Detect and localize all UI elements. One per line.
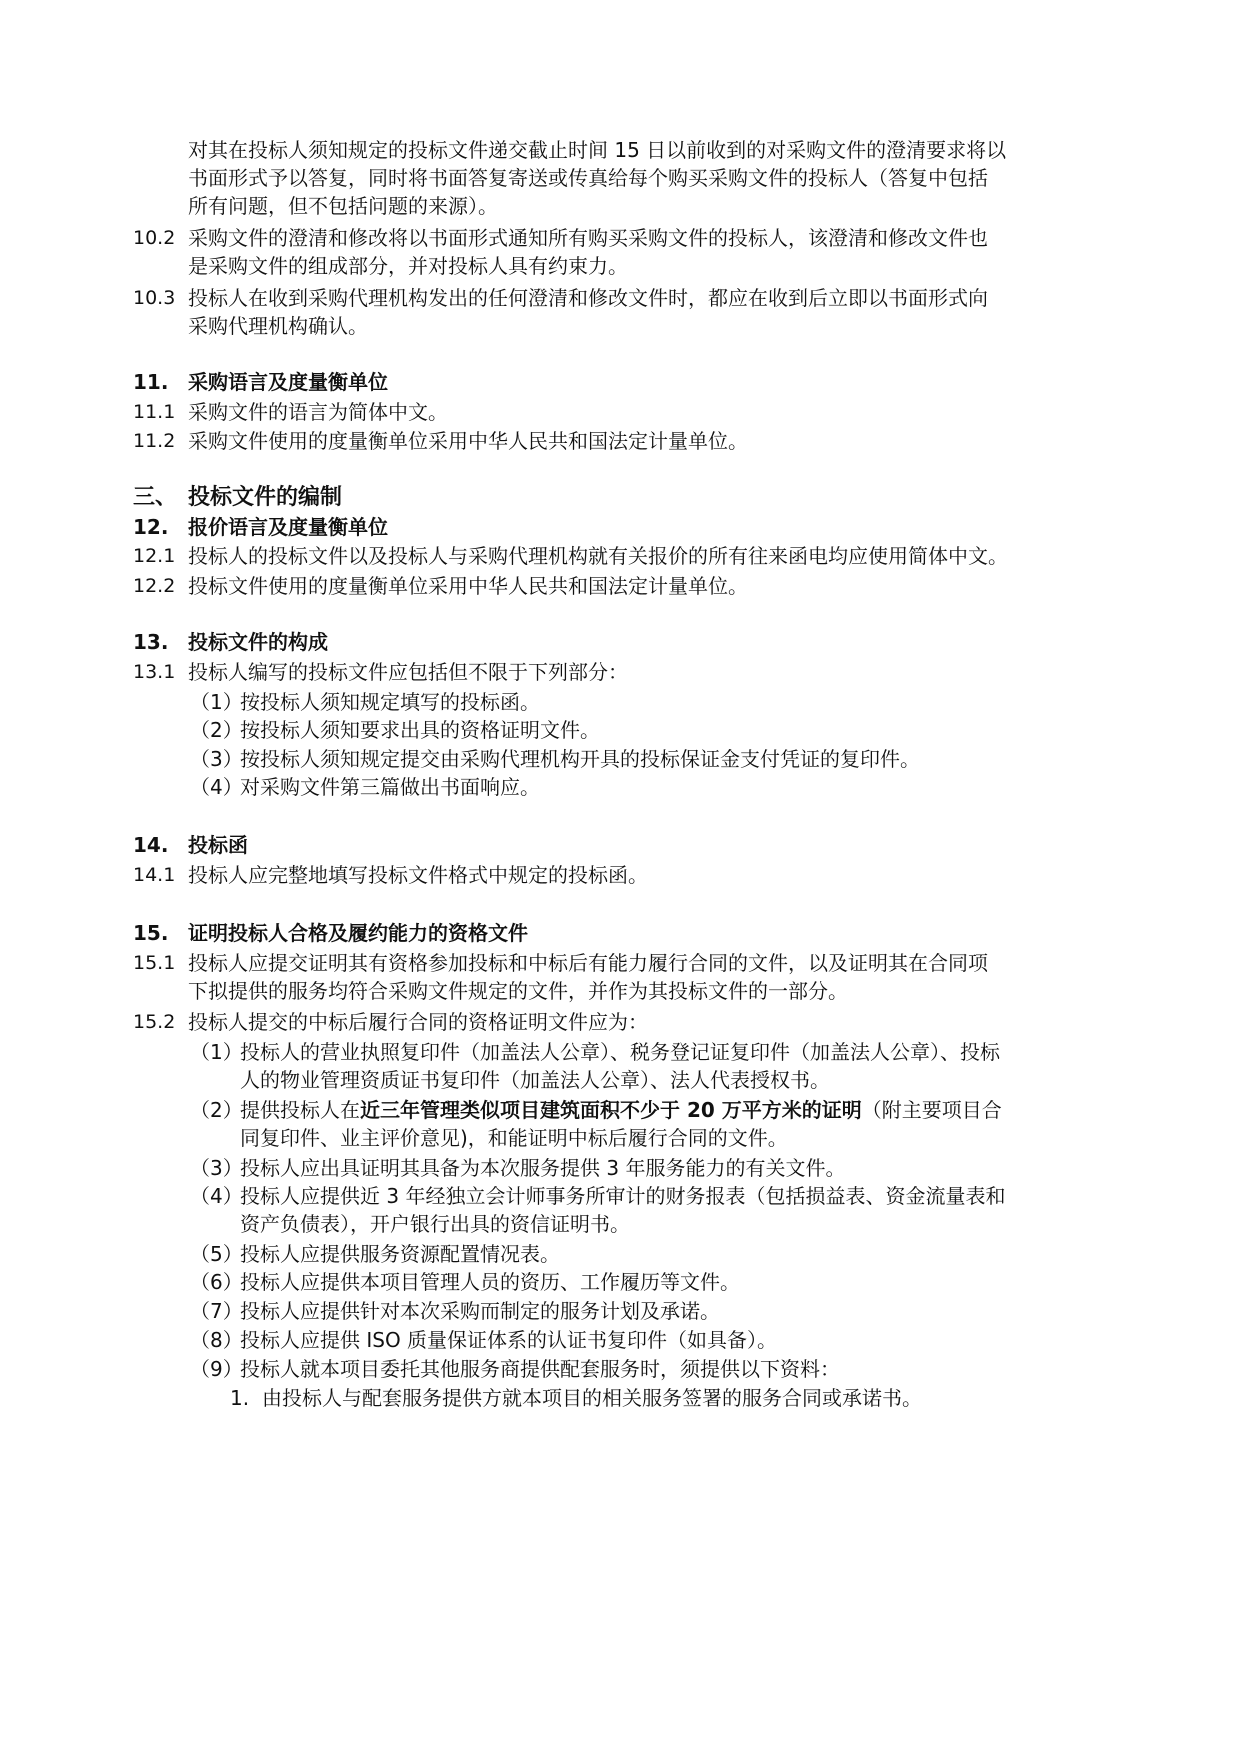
- para-11-2-number: 11.2: [133, 430, 176, 452]
- para-12-1-text: 投标人的投标文件以及投标人与采购代理机构就有关报价的所有往来函电均应使用简体中文。: [188, 544, 1008, 568]
- section-11-title: 采购语言及度量衡单位: [188, 370, 388, 394]
- item-13-1-text: 按投标人须知规定填写的投标函。: [240, 690, 540, 714]
- para-15-1-line-2: 下拟提供的服务均符合采购文件规定的文件，并作为其投标文件的一部分。: [188, 979, 848, 1003]
- section-13-title: 投标文件的构成: [188, 630, 328, 654]
- item-15-8-text: 投标人应提供 ISO 质量保证体系的认证书复印件（如具备）。: [240, 1328, 778, 1352]
- para-15-1-number: 15.1: [133, 952, 176, 974]
- item-15-4-line-2: 资产负债表），开户银行出具的资信证明书。: [240, 1212, 630, 1236]
- item-15-7-text: 投标人应提供针对本次采购而制定的服务计划及承诺。: [240, 1299, 720, 1323]
- item-15-2-pre: 提供投标人在: [240, 1098, 360, 1122]
- para-14-1-number: 14.1: [133, 864, 176, 886]
- item-13-3-text: 按投标人须知规定提交由采购代理机构开具的投标保证金支付凭证的复印件。: [240, 747, 920, 771]
- item-13-2-number: （2）: [190, 718, 243, 742]
- section-14-number: 14.: [133, 833, 169, 857]
- item-15-6-number: （6）: [190, 1270, 243, 1294]
- item-15-2-line-2: 同复印件、业主评价意见)，和能证明中标后履行合同的文件。: [240, 1126, 788, 1150]
- para-10-3-line-1: 投标人在收到采购代理机构发出的任何澄清和修改文件时，都应在收到后立即以书面形式向: [188, 286, 988, 310]
- para-10-1-line-3: 所有问题，但不包括问题的来源）。: [188, 194, 498, 218]
- section-15-number: 15.: [133, 921, 169, 945]
- item-15-2-bold: 近三年管理类似项目建筑面积不少于 20 万平方米的证明: [360, 1098, 862, 1122]
- sub-item-1-text: 由投标人与配套服务提供方就本项目的相关服务签署的服务合同或承诺书。: [262, 1386, 922, 1410]
- para-10-2-line-2: 是采购文件的组成部分，并对投标人具有约束力。: [188, 254, 628, 278]
- para-10-2-number: 10.2: [133, 227, 176, 249]
- para-14-1-text: 投标人应完整地填写投标文件格式中规定的投标函。: [188, 863, 648, 887]
- para-12-2-number: 12.2: [133, 575, 176, 597]
- para-10-1-line-1: 对其在投标人须知规定的投标文件递交截止时间 15 日以前收到的对采购文件的澄清要求将以: [188, 138, 1007, 162]
- para-15-1-line-1: 投标人应提交证明其有资格参加投标和中标后有能力履行合同的文件，以及证明其在合同项: [188, 951, 988, 975]
- para-11-1-number: 11.1: [133, 401, 176, 423]
- item-15-7-number: （7）: [190, 1299, 243, 1323]
- section-12-title: 报价语言及度量衡单位: [188, 515, 388, 539]
- item-15-2-line-1: [240, 1098, 1002, 1122]
- part-3-number: 三、: [133, 485, 178, 510]
- para-10-3-number: 10.3: [133, 287, 176, 309]
- item-15-2-number: （2）: [190, 1098, 243, 1122]
- section-15-title: 证明投标人合格及履约能力的资格文件: [188, 921, 528, 945]
- para-11-2-text: 采购文件使用的度量衡单位采用中华人民共和国法定计量单位。: [188, 429, 748, 453]
- para-15-2-text: 投标人提交的中标后履行合同的资格证明文件应为：: [188, 1010, 648, 1034]
- item-15-9-text: 投标人就本项目委托其他服务商提供配套服务时，须提供以下资料：: [240, 1357, 840, 1381]
- section-14-title: 投标函: [188, 833, 248, 857]
- item-13-1-number: （1）: [190, 690, 243, 714]
- item-15-4-line-1: 投标人应提供近 3 年经独立会计师事务所审计的财务报表（包括损益表、资金流量表和: [240, 1184, 1006, 1208]
- para-12-2-text: 投标文件使用的度量衡单位采用中华人民共和国法定计量单位。: [188, 574, 748, 598]
- para-10-1-line-2: 书面形式予以答复，同时将书面答复寄送或传真给每个购买采购文件的投标人（答复中包括: [188, 166, 988, 190]
- item-15-4-number: （4）: [190, 1184, 243, 1208]
- para-13-1-number: 13.1: [133, 661, 176, 683]
- item-15-1-line-2: 人的物业管理资质证书复印件（加盖法人公章）、法人代表授权书。: [240, 1068, 830, 1092]
- item-15-5-text: 投标人应提供服务资源配置情况表。: [240, 1242, 560, 1266]
- item-15-2-post: （附主要项目合: [861, 1098, 1002, 1122]
- item-15-1-number: （1）: [190, 1040, 243, 1064]
- para-10-2-line-1: 采购文件的澄清和修改将以书面形式通知所有购买采购文件的投标人，该澄清和修改文件也: [188, 226, 988, 250]
- item-13-4-text: 对采购文件第三篇做出书面响应。: [240, 775, 540, 799]
- item-13-2-text: 按投标人须知要求出具的资格证明文件。: [240, 718, 600, 742]
- item-13-4-number: （4）: [190, 775, 243, 799]
- part-3-title: 投标文件的编制: [188, 485, 343, 510]
- item-13-3-number: （3）: [190, 747, 243, 771]
- para-11-1-text: 采购文件的语言为简体中文。: [188, 400, 448, 424]
- item-15-9-number: （9）: [190, 1357, 243, 1381]
- sub-item-1-number: 1.: [230, 1386, 250, 1410]
- section-11-number: 11.: [133, 370, 169, 394]
- section-12-number: 12.: [133, 515, 169, 539]
- item-15-1-line-1: 投标人的营业执照复印件（加盖法人公章）、税务登记证复印件（加盖法人公章）、投标: [240, 1040, 1000, 1064]
- para-10-3-line-2: 采购代理机构确认。: [188, 314, 368, 338]
- item-15-3-text: 投标人应出具证明其具备为本次服务提供 3 年服务能力的有关文件。: [240, 1156, 846, 1180]
- para-15-2-number: 15.2: [133, 1011, 176, 1033]
- para-12-1-number: 12.1: [133, 545, 176, 567]
- item-15-3-number: （3）: [190, 1156, 243, 1180]
- section-13-number: 13.: [133, 630, 169, 654]
- item-15-6-text: 投标人应提供本项目管理人员的资历、工作履历等文件。: [240, 1270, 740, 1294]
- item-15-5-number: （5）: [190, 1242, 243, 1266]
- item-15-8-number: （8）: [190, 1328, 243, 1352]
- para-13-1-text: 投标人编写的投标文件应包括但不限于下列部分：: [188, 660, 628, 684]
